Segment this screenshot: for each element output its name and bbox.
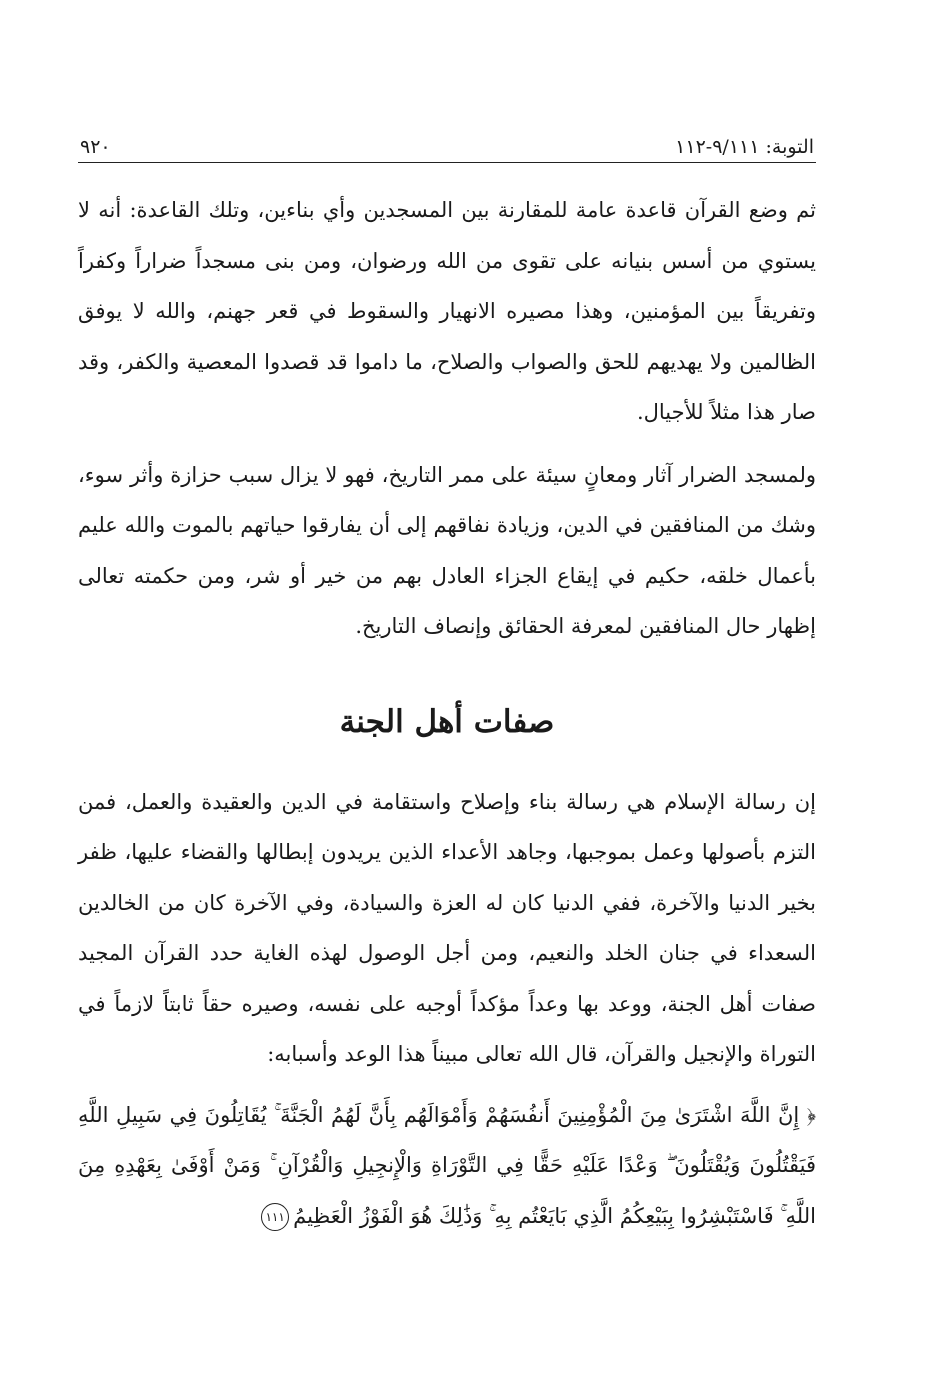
paragraph-comparison-rule: ثم وضع القرآن قاعدة عامة للمقارنة بين المسجدين وأي بناءين، وتلك القاعدة: أنه لا يستوي من أسس بنيانه على تقوى من الله ورضوان، ومن بنى مسجداً ضراراً وكفراً وتفريقاً بين المؤمنين، وهذا مصيره الانهيار والسقوط في قعر جهنم، والله لا يوفق الظالمين ولا يهديهم للحق والصواب والصلاح، ما داموا قد قصدوا المعصية والكفر، وقد صار هذا مثلاً للأجيال. [78, 198, 816, 424]
verse-text: ﴿ إِنَّ اللَّهَ اشْتَرَىٰ مِنَ الْمُؤْمِنِينَ أَنفُسَهُمْ وَأَمْوَالَهُم بِأَنَّ لَهُمُ الْجَنَّةَ ۚ يُقَاتِلُونَ فِي سَبِيلِ اللَّهِ فَيَقْتُلُونَ وَيُقْتَلُونَ ۖ وَعْدًا عَلَيْهِ حَقًّا فِي التَّوْرَاةِ وَالْإِنجِيلِ وَالْقُرْآنِ ۚ وَمَنْ أَوْفَىٰ بِعَهْدِهِ مِنَ اللَّهِ ۚ فَاسْتَبْشِرُوا بِبَيْعِكُمُ الَّذِي بَايَعْتُم بِهِ ۚ وَذَٰلِكَ هُوَ الْفَوْزُ الْعَظِيمُ [78, 1102, 816, 1228]
verse-number-marker: ١١١ [261, 1203, 289, 1231]
chapter-reference: التوبة: ٩/١١١-١١٢ [675, 136, 814, 158]
page-header [78, 118, 816, 158]
quran-verse [78, 1090, 816, 1242]
page-number: ٩٢٠ [80, 136, 111, 158]
section-title: صفات أهل الجنة [339, 703, 555, 740]
paragraph-mosque-dirar: ولمسجد الضرار آثار ومعانٍ سيئة على ممر التاريخ، فهو لا يزال سبب حزازة وأثر سوء، وشك من المنافقين في الدين، وزيادة نفاقهم إلى أن يفارقوا حياتهم بالموت والله عليم بأعمال خلقه، حكيم في إيقاع الجزاء العادل بهم من خير أو شر، ومن حكمته تعالى إظهار حال المنافقين لمعرفة الحقائق وإنصاف التاريخ. [78, 462, 816, 638]
paragraph-paradise-intro: إن رسالة الإسلام هي رسالة بناء وإصلاح واستقامة في الدين والعقيدة والعمل، فمن التزم بأصولها وعمل بموجبها، وجاهد الأعداء الذين يريدون إبطالها والقضاء عليها، ظفر بخير الدنيا والآخرة، ففي الدنيا كان له العزة والسيادة، وفي الآخرة كان من الخالدين السعداء في جنان الخلد والنعيم، ومن أجل الوصول لهذه الغاية حدد القرآن المجيد صفات أهل الجنة، ووعد بها وعداً مؤكداً أوجبه على نفسه، وصيره حقاً ثابتاً لازماً في التوراة والإنجيل والقرآن، قال الله تعالى مبيناً هذا الوعد وأسبابه: [78, 789, 816, 1067]
header-divider [78, 162, 816, 163]
page [78, 118, 816, 1241]
